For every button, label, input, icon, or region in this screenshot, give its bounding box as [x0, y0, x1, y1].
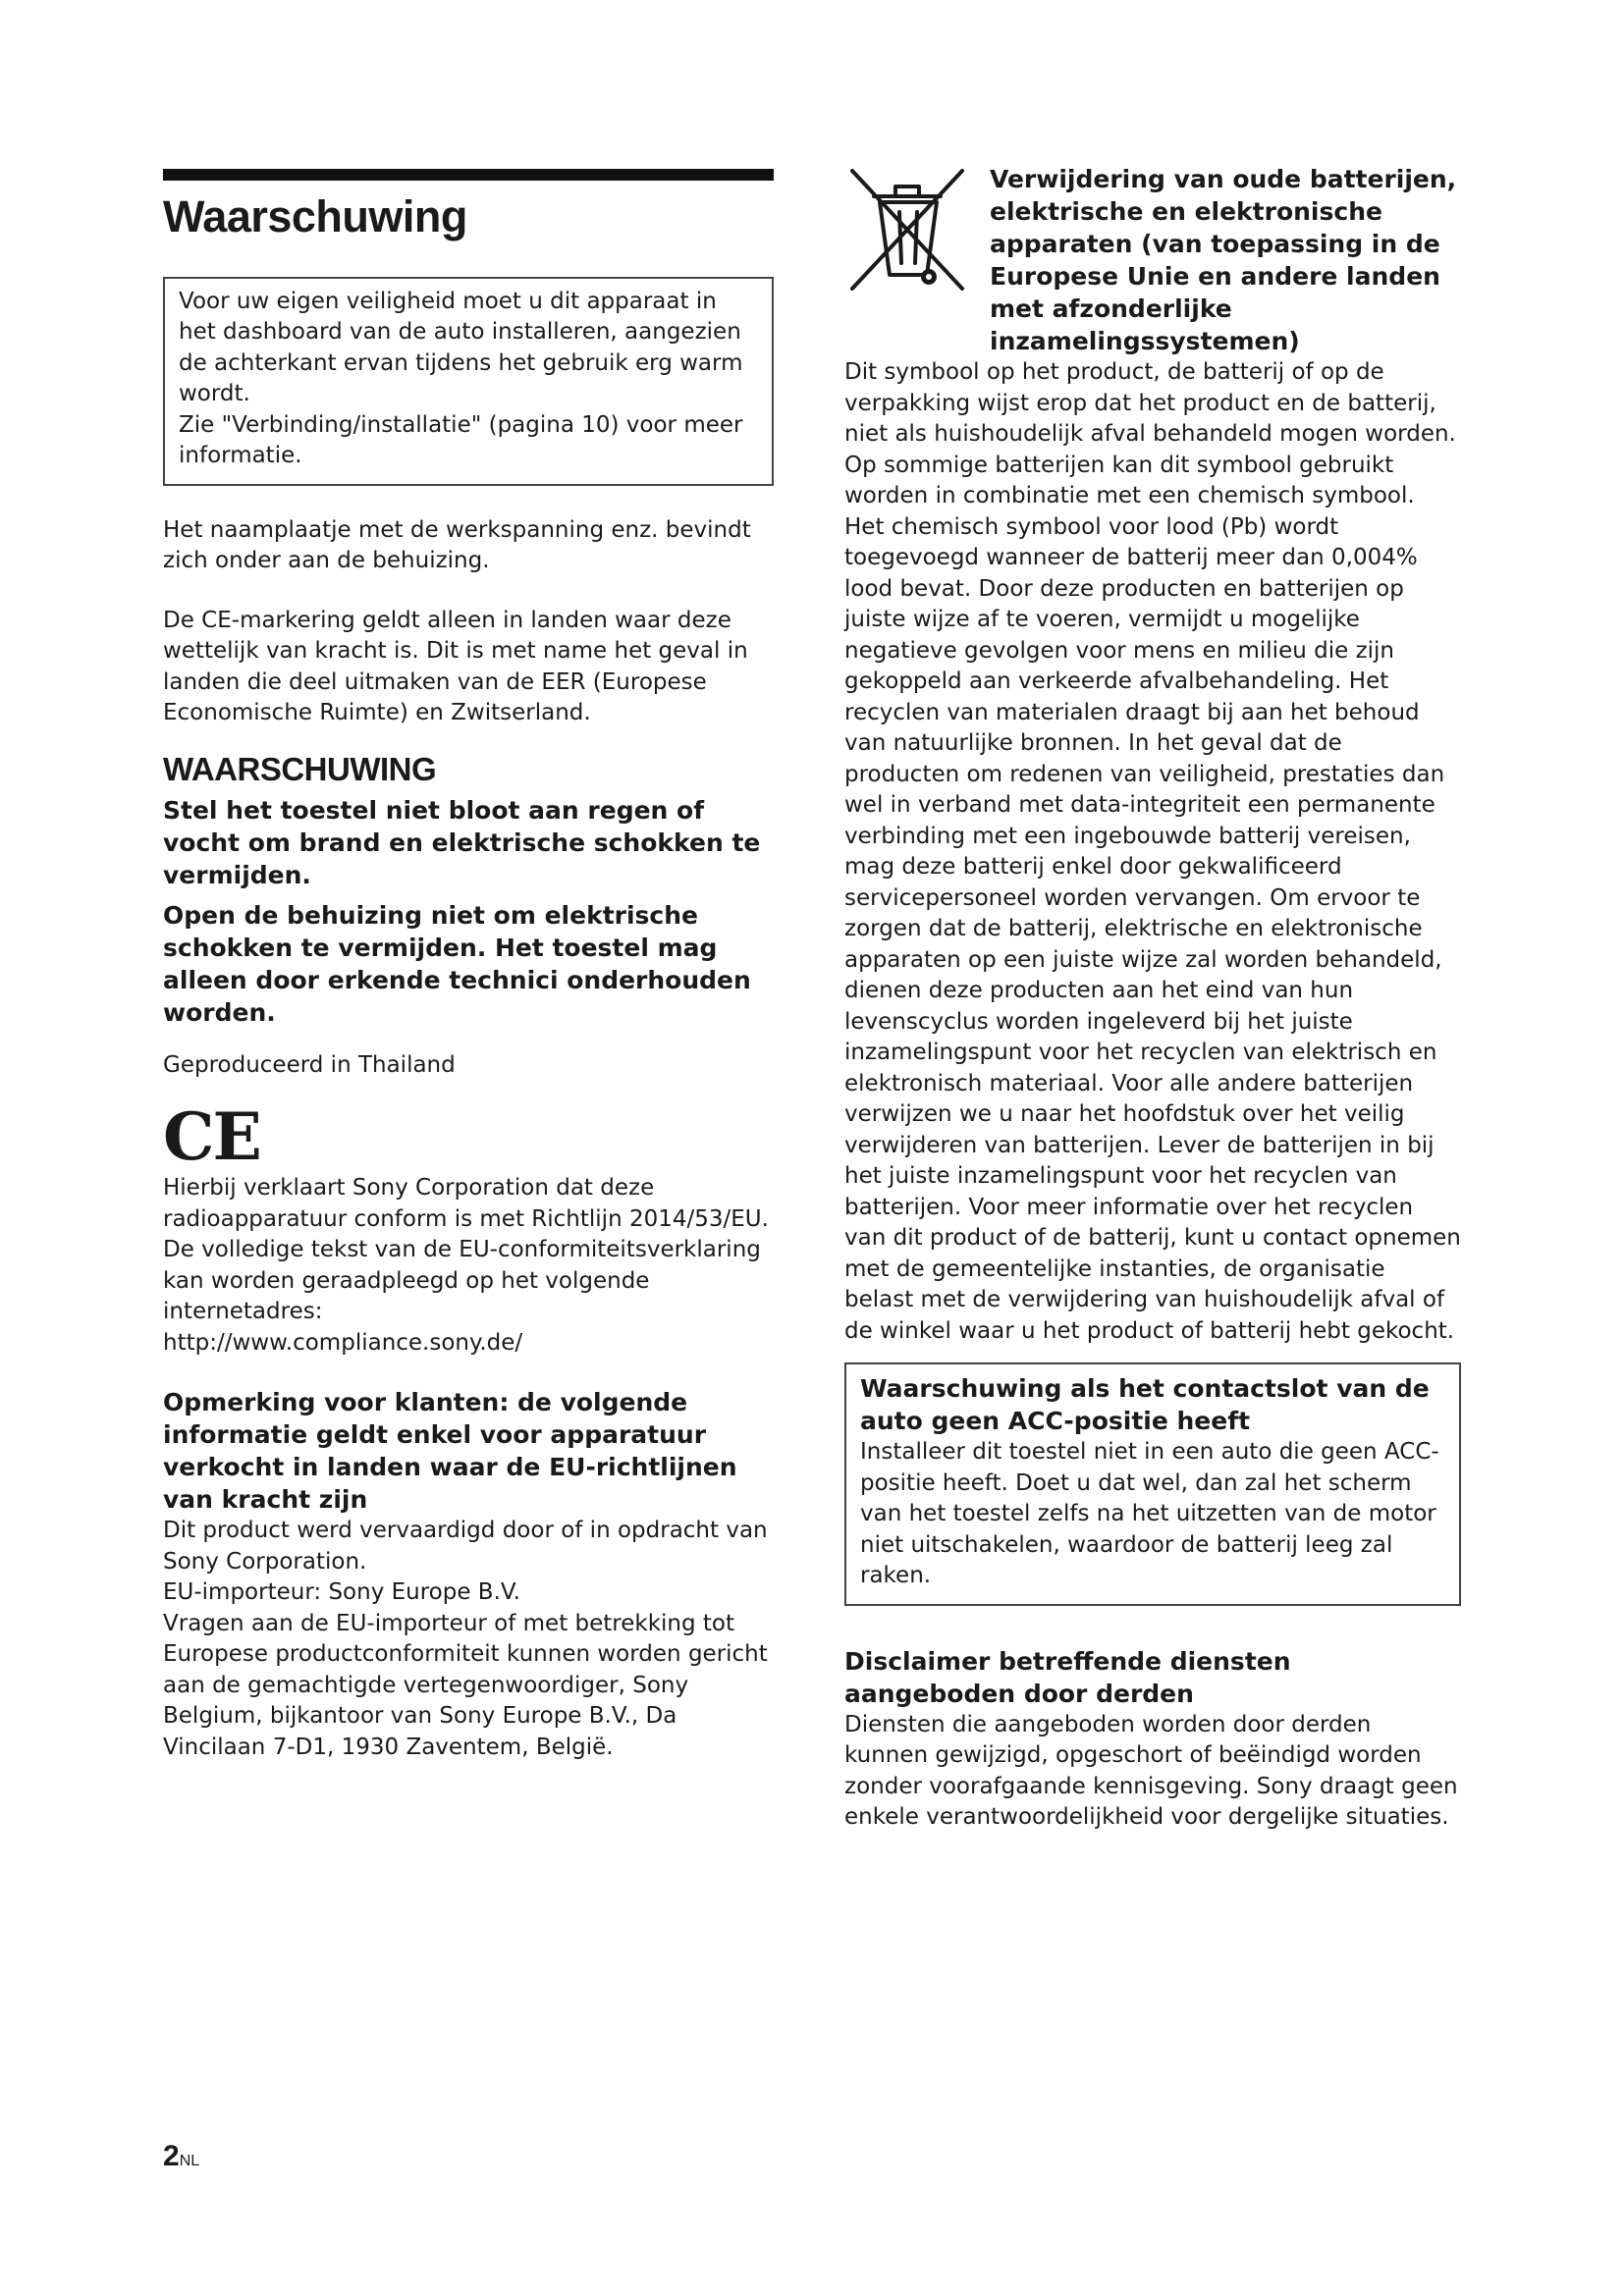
page-number-value: 2: [163, 2140, 180, 2172]
produced-in-text: Geproduceerd in Thailand: [163, 1051, 456, 1078]
right-column: [844, 165, 1461, 1834]
page-language-suffix: NL: [179, 2153, 200, 2169]
page-number: [163, 2140, 199, 2173]
disclaimer-heading: Disclaimer betreffende diensten aangeboden door derden: [844, 1646, 1291, 1708]
acc-warning-text: Installeer dit toestel niet in een auto die geen ACC-positie heeft. Doet u dat wel, dan zal het scherm van het toestel zelfs na het uitzetten van de motor niet uitschakelen, waardoor de batterij leeg zal raken.: [860, 1439, 1439, 1588]
page-title: Waarschuwing: [163, 191, 467, 241]
disposal-text: Dit symbool op het product, de batterij of op de verpakking wijst erop dat het product en de batterij, niet als huishoudelijk afval behandeld mogen worden. Op sommige batterijen kan dit symbool gebruikt worden in combinatie met een chemisch symbool. Het chemisch symbool voor lood (Pb) wordt toegevoegd wanneer de batterij meer dan 0,004% lood bevat. Door deze producten en batterijen op juiste wijze af te voeren, vermijdt u mogelijke negatieve gevolgen voor mens en milieu die zijn gekoppeld aan verkeerde afvalbehandeling. Het recyclen van materialen draagt bij aan het behoud van natuurlijke bronnen. In het geval dat de producten om redenen van veiligheid, prestaties dan wel in verband met data-integriteit een permanente verbinding met een ingebouwde batterij vereisen, mag deze batterij enkel door gekwalificeerd servicepersoneel worden vervangen. Om ervoor te zorgen dat de batterij, elektrische en elektronische apparaten op een juiste wijze zal worden behandeld, dienen deze producten aan het eind van hun levenscyclus worden ingeleverd bij het juiste inzamelingspunt voor het recyclen van elektrisch en elektronisch materiaal. Voor alle andere batterijen verwijzen we u naar het hoofdstuk over het veilig verwijderen van batterijen. Lever de batterijen in bij het juiste inzamelingspunt voor het recyclen van batterijen. Voor meer informatie over het recyclen van dit product of de batterij, kunt u contact opnemen met de gemeentelijke instanties, de organisatie belast met de verwijdering van huishoudelijk afval of de winkel waar u het product of batterij hebt gekocht.: [844, 359, 1461, 1344]
install-warning-box: [163, 277, 774, 486]
warning-open-housing: Open de behuizing niet om elektrische schokken te vermijden. Het toestel mag alleen door erkende technici onderhouden worden.: [163, 900, 751, 1027]
eu-notice-importer: EU-importeur: Sony Europe B.V.: [163, 1579, 520, 1605]
eu-notice-representative: Vragen aan de EU-importeur of met betrekking tot Europese productconformiteit kunnen worden gericht aan de gemachtigde vertegenwoordiger, Sony Belgium, bijkantoor van Sony Europe B.V., Da Vincilaan 7-D1, 1930 Zaventem, België.: [163, 1610, 768, 1760]
warning-heading: WAARSCHUWING: [163, 750, 437, 787]
left-column: [163, 169, 774, 1763]
acc-warning-heading: Waarschuwing als het contactslot van de auto geen ACC-positie heeft: [860, 1374, 1430, 1435]
disclaimer-text: Diensten die aangeboden worden door derden kunnen gewijzigd, opgeschort of beëindigd worden zonder voorafgaande kennisgeving. Sony draagt geen enkele verantwoordelijkheid voor dergelijke situaties.: [844, 1711, 1458, 1830]
crossed-out-wheeled-bin-icon: [844, 165, 970, 298]
eu-notice-manufacturer: Dit product werd vervaardigd door of in opdracht van Sony Corporation.: [163, 1518, 768, 1575]
disposal-header: [844, 165, 1461, 357]
ce-marking-text: De CE-markering geldt alleen in landen waar deze wettelijk van kracht is. Dit is met name het geval in landen die deel uitmaken van de EER (Europese Economische Ruimte) en Zwitserland.: [163, 607, 748, 725]
ce-mark-logo: CE: [163, 1098, 260, 1175]
disposal-heading: Verwijdering van oude batterijen, elektrische en elektronische apparaten (van toepassing in de Europese Unie en andere landen met afzonderlijke inzamelingssystemen): [990, 165, 1457, 355]
acc-warning-box: [844, 1362, 1461, 1606]
compliance-url: http://www.compliance.sony.de/: [163, 1329, 523, 1356]
heading-rule: [163, 169, 774, 181]
warning-rain-moisture: Stel het toestel niet bloot aan regen of vocht om brand en elektrische schokken te vermijden.: [163, 795, 761, 889]
declaration-full-text: De volledige tekst van de EU-conformiteitsverklaring kan worden geraadpleegd op het volgende internetadres:: [163, 1237, 761, 1324]
install-warning-text: Voor uw eigen veiligheid moet u dit apparaat in het dashboard van de auto installeren, aangezien de achterkant ervan tijdens het gebruik erg warm wordt.: [179, 288, 743, 406]
nameplate-text: Het naamplaatje met de werkspanning enz. bevindt zich onder aan de behuizing.: [163, 516, 751, 573]
declaration-text: Hierbij verklaart Sony Corporation dat deze radioapparatuur conform is met Richtlijn 2014/53/EU.: [163, 1175, 769, 1232]
install-reference-text: Zie "Verbinding/installatie" (pagina 10) voor meer informatie.: [179, 411, 743, 468]
eu-notice-heading: Opmerking voor klanten: de volgende informatie geldt enkel voor apparatuur verkocht in landen waar de EU-richtlijnen van kracht zijn: [163, 1388, 737, 1514]
